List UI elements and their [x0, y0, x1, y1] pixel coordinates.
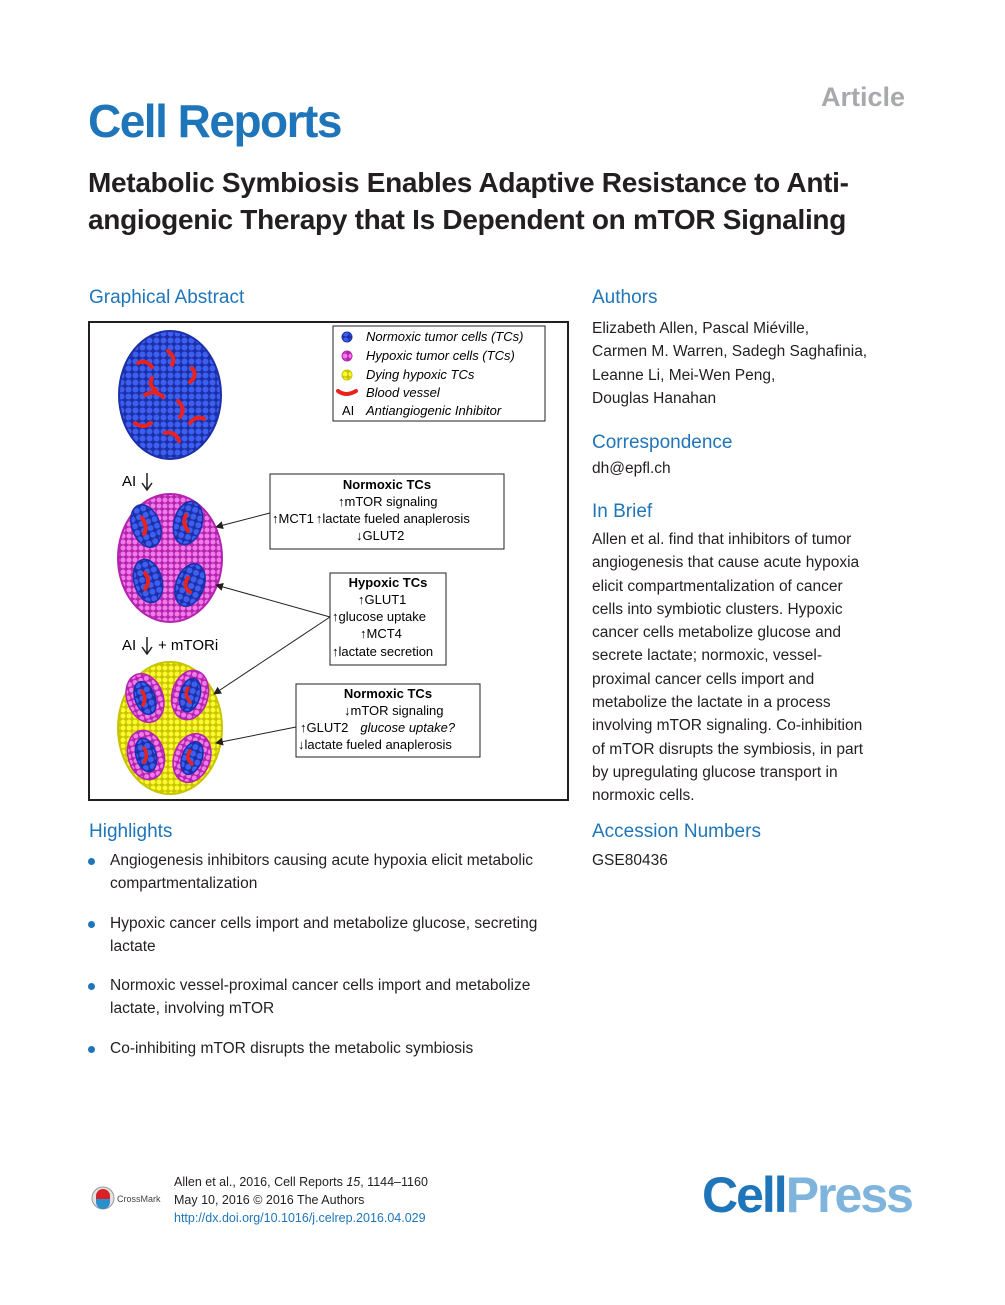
box1-line2: ↑MCT1 ↑lactate fueled anaplerosis — [272, 511, 470, 526]
tumor-ai-mtori-treated — [118, 662, 222, 794]
legend-vessel-label: Blood vessel — [366, 385, 440, 400]
authors-list — [592, 317, 922, 410]
step2-ai-label: AI — [122, 637, 137, 654]
cellpress-logo: CellPress — [702, 1167, 912, 1223]
in-brief-heading: In Brief — [592, 501, 653, 522]
up-arrow-icon: ↑ — [338, 494, 345, 509]
box2-line3: ↑MCT4 — [360, 626, 402, 641]
box2-line1: ↑GLUT1 — [358, 592, 407, 607]
bullet-icon — [88, 921, 95, 928]
in-brief-text: Allen et al. find that inhibitors of tumor angiogenesis that cause acute hypoxia elicit compartmentalization of cancer cells into symbiotic clusters. Hypoxic cancer cells metabolize glucose and secrete lactate; normoxic, vessel- proximal cancer cells import and metabolize the lactate in a process involving mTOR signaling. Co-inhibition of mTOR disrupts the symbiosis, in part by upregulating glucose transport in normoxic cells. — [592, 531, 864, 805]
accession-number[interactable]: GSE80436 — [592, 852, 668, 869]
box3-line1: ↓mTOR signaling — [344, 703, 444, 718]
box3-line2: ↑GLUT2 glucose uptake? — [300, 720, 456, 735]
box3-line3: ↓lactate fueled anaplerosis — [298, 737, 452, 752]
up-arrow-icon: ↑ — [315, 511, 323, 526]
list-item: Normoxic vessel-proximal cancer cells import and metabolize lactate, involving mTOR — [88, 974, 548, 1021]
box2-line4: ↑lactate secretion — [332, 644, 434, 659]
legend-ai-label: Antiangiogenic Inhibitor — [366, 403, 502, 418]
box2-title: Hypoxic TCs — [348, 575, 428, 590]
tumor-ai-treated — [118, 494, 222, 622]
down-arrow-icon: ↓ — [356, 528, 363, 543]
box1-line3: ↓GLUT2 — [356, 528, 405, 543]
highlights-list — [88, 849, 548, 1076]
graphical-abstract-figure — [88, 321, 569, 801]
up-arrow-icon: ↑ — [332, 644, 339, 659]
up-arrow-icon: ↑ — [358, 592, 365, 607]
box3-title: Normoxic TCs — [343, 686, 433, 701]
list-item: Co-inhibiting mTOR disrupts the metabolic symbiosis — [88, 1037, 548, 1060]
legend-dying-label: Dying hypoxic TCs — [366, 367, 475, 382]
article-title: Metabolic Symbiosis Enables Adaptive Resistance to Anti-angiogenic Therapy that Is Dependent on mTOR Signaling — [88, 167, 849, 235]
citation — [174, 1173, 428, 1227]
crossmark-icon — [91, 1184, 171, 1212]
bullet-icon — [88, 1046, 95, 1053]
down-arrow-icon: ↓ — [298, 737, 305, 752]
step1-down-arrow-icon — [142, 473, 152, 490]
legend-ai-key: AI — [342, 403, 355, 418]
tumor-untreated — [119, 331, 221, 459]
legend-normoxic-label: Normoxic tumor cells (TCs) — [366, 329, 524, 344]
doi-link[interactable]: http://dx.doi.org/10.1016/j.celrep.2016.04.029 — [174, 1211, 426, 1225]
box2-pointer-arrow-upper — [216, 585, 330, 617]
bullet-icon — [88, 858, 95, 865]
list-item: Hypoxic cancer cells import and metabolize glucose, secreting lactate — [88, 912, 548, 959]
legend — [333, 326, 545, 421]
correspondence-heading: Correspondence — [592, 432, 733, 453]
graphical-abstract-heading: Graphical Abstract — [89, 287, 245, 308]
legend-normoxic-swatch — [342, 332, 352, 342]
step1-ai-label: AI — [122, 473, 137, 490]
normoxic-tcs-box-2 — [296, 684, 480, 757]
up-arrow-icon: ↑ — [272, 511, 279, 526]
up-arrow-icon: ↑ — [360, 626, 367, 641]
author-line: Elizabeth Allen, Pascal Miéville, — [592, 320, 810, 337]
box3-pointer-arrow — [216, 727, 296, 743]
author-line: Leanne Li, Mei-Wen Peng, — [592, 366, 776, 384]
highlights-heading: Highlights — [89, 821, 173, 842]
box2-pointer-arrow-lower — [214, 617, 330, 694]
box1-line1: ↑mTOR signaling — [338, 494, 438, 509]
normoxic-tcs-box-1 — [270, 474, 504, 549]
journal-logo: Cell Reports — [88, 95, 341, 147]
down-arrow-icon: ↓ — [344, 703, 351, 718]
bullet-icon — [88, 983, 95, 990]
authors-heading: Authors — [592, 287, 658, 308]
up-arrow-icon: ↑ — [300, 720, 307, 735]
article-type-label: Article — [820, 82, 905, 112]
author-line: Carmen M. Warren, Sadegh Saghafinia, — [592, 343, 868, 361]
hypoxic-tcs-box — [330, 573, 446, 665]
author-line: Douglas Hanahan — [592, 389, 717, 407]
citation-line-1: Allen et al., 2016, Cell Reports 15, 1144–1160 — [174, 1175, 428, 1189]
citation-line-2: May 10, 2016 © 2016 The Authors — [174, 1193, 365, 1207]
crossmark-badge[interactable] — [91, 1184, 171, 1212]
box2-line2: ↑glucose uptake — [332, 609, 426, 624]
box1-pointer-arrow — [216, 513, 270, 527]
accession-heading: Accession Numbers — [592, 821, 761, 842]
step2-mtori-label: + mTORi — [158, 637, 219, 654]
legend-dying-swatch — [342, 370, 352, 380]
graphical-abstract-diagram — [90, 323, 567, 799]
crossmark-label: CrossMark — [117, 1194, 161, 1204]
box1-title: Normoxic TCs — [342, 477, 432, 492]
correspondence-email[interactable]: dh@epfl.ch — [592, 460, 671, 477]
step2-down-arrow-icon — [142, 637, 152, 654]
legend-hypoxic-label: Hypoxic tumor cells (TCs) — [366, 348, 515, 363]
up-arrow-icon: ↑ — [332, 609, 339, 624]
legend-hypoxic-swatch — [342, 351, 352, 361]
list-item: Angiogenesis inhibitors causing acute hypoxia elicit metabolic compartmentalization — [88, 849, 548, 896]
